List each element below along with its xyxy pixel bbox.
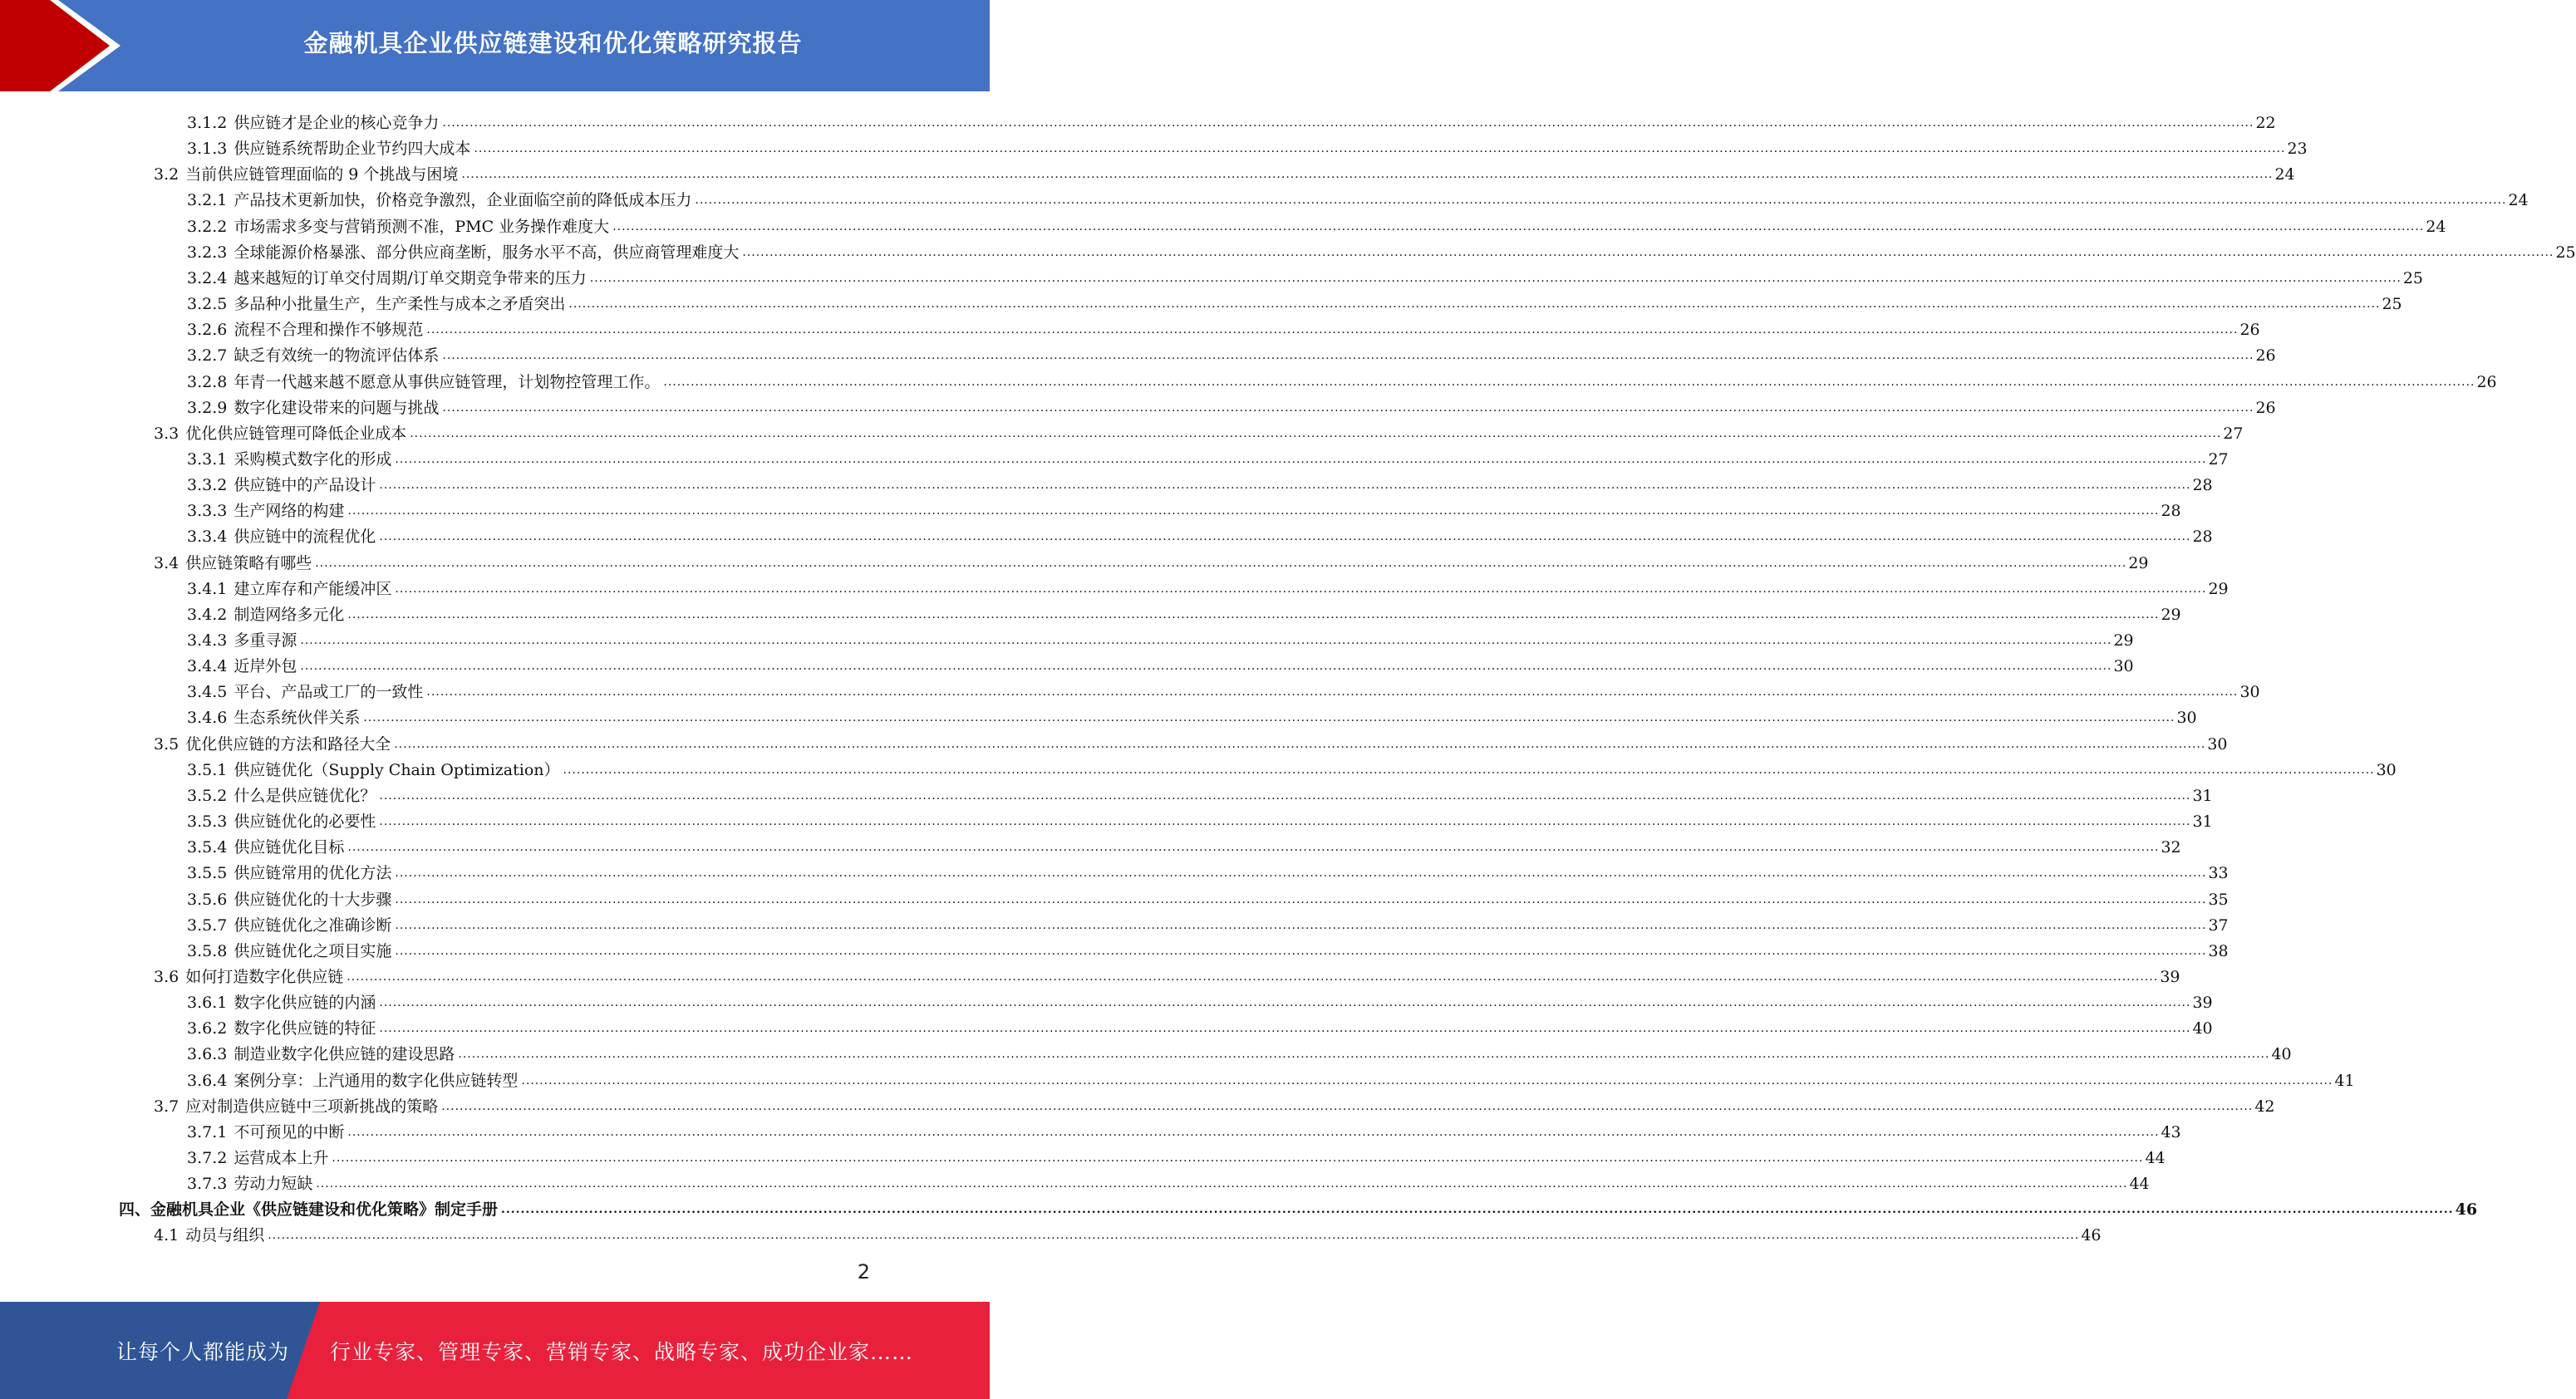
toc-entry-title: 当前供应链管理面临的 9 个挑战与困境 — [185, 165, 459, 184]
toc-entry-title: 不可预见的中断 — [234, 1122, 345, 1141]
toc-entry-number: 3.7.3 — [187, 1175, 228, 1194]
toc-leader-dots: ................................................................................................................................................................................................................................................................................................................................................................................................................ — [395, 892, 2207, 906]
toc-leader-dots: ................................................................................................................................................................................................................................................................................................................................................................................................................ — [300, 634, 2112, 647]
toc-leader-dots: ................................................................................................................................................................................................................................................................................................................................................................................................................ — [363, 711, 2175, 725]
toc-leader-dots: ................................................................................................................................................................................................................................................................................................................................................................................................................ — [347, 1125, 2160, 1139]
toc-entry-number: 3.5.2 — [187, 786, 228, 805]
toc-entry-title: 平台、产品或工厂的一致性 — [234, 683, 424, 702]
toc-leader-dots: ................................................................................................................................................................................................................................................................................................................................................................................................................ — [347, 841, 2160, 855]
toc-entry-number: 3.3.3 — [187, 502, 228, 521]
toc-entry-number: 3.5.8 — [187, 941, 228, 960]
toc-entry-page: 46 — [2455, 1200, 2478, 1220]
toc-entry-title: 全球能源价格暴涨、部分供应商垄断，服务水平不高，供应商管理难度大 — [234, 243, 740, 262]
toc-entry-number: 3.7.2 — [187, 1149, 228, 1167]
toc-entry[interactable] — [0, 339, 2276, 366]
toc-entry-number: 3.7.1 — [187, 1122, 228, 1141]
toc-leader-dots: ................................................................................................................................................................................................................................................................................................................................................................................................................ — [300, 660, 2112, 674]
toc-leader-dots: ................................................................................................................................................................................................................................................................................................................................................................................................................ — [442, 116, 2254, 130]
toc-entry[interactable] — [0, 184, 2529, 210]
toc-entry-page: 25 — [2402, 268, 2424, 287]
toc-entry-title: 供应链中的产品设计 — [234, 476, 376, 495]
toc-entry[interactable] — [0, 753, 2397, 779]
toc-entry[interactable] — [0, 313, 2260, 340]
toc-entry-title: 数字化建设带来的问题与挑战 — [234, 398, 440, 417]
toc-entry[interactable] — [0, 1038, 2292, 1064]
toc-entry-number: 3.3 — [154, 424, 179, 443]
toc-entry-title: 优化供应链管理可降低企业成本 — [185, 424, 407, 443]
toc-entry-page: 29 — [2161, 605, 2181, 624]
toc-leader-dots: ................................................................................................................................................................................................................................................................................................................................................................................................................ — [426, 685, 2239, 700]
toc-entry-title: 产品技术更新加快，价格竞争激烈，企业面临空前的降低成本压力 — [234, 191, 692, 210]
toc-leader-dots: ................................................................................................................................................................................................................................................................................................................................................................................................................ — [589, 271, 2401, 285]
toc-entry-title: 采购模式数字化的形成 — [234, 449, 392, 469]
toc-entry-title: 生态系统伙伴关系 — [234, 709, 361, 728]
toc-entry[interactable] — [0, 391, 2276, 417]
toc-entry-title: 缺乏有效统一的物流评估体系 — [234, 346, 440, 366]
toc-leader-dots: ................................................................................................................................................................................................................................................................................................................................................................................................................ — [695, 194, 2507, 208]
toc-leader-dots: ................................................................................................................................................................................................................................................................................................................................................................................................................ — [395, 918, 2207, 932]
toc-entry-number: 3.3.1 — [187, 449, 228, 469]
toc-leader-dots: ................................................................................................................................................................................................................................................................................................................................................................................................................ — [663, 375, 2475, 389]
toc-entry-number: 3.6.4 — [187, 1071, 228, 1090]
toc-entry-page: 30 — [2113, 657, 2134, 676]
toc-leader-dots: ................................................................................................................................................................................................................................................................................................................................................................................................................ — [347, 607, 2160, 621]
toc-entry-page: 26 — [2476, 372, 2497, 391]
toc-leader-dots: ................................................................................................................................................................................................................................................................................................................................................................................................................ — [742, 245, 2554, 259]
toc-entry-number: 3.2.4 — [187, 268, 228, 287]
toc-entry-title: 应对制造供应链中三项新挑战的策略 — [185, 1097, 439, 1116]
toc-leader-dots: ................................................................................................................................................................................................................................................................................................................................................................................................................ — [426, 323, 2239, 337]
footer-slogan-right: 行业专家、管理专家、营销专家、战略专家、成功企业家…… — [330, 1339, 914, 1364]
toc-entry-page: 24 — [2508, 191, 2529, 210]
toc-entry[interactable] — [0, 469, 2213, 495]
toc-entry[interactable] — [0, 1012, 2213, 1038]
toc-entry-page: 24 — [2426, 217, 2446, 236]
toc-entry-number: 3.4.6 — [187, 709, 228, 728]
toc-entry-title: 什么是供应链优化？ — [234, 786, 376, 805]
toc-entry-number: 3.2 — [154, 165, 179, 184]
toc-entry[interactable] — [0, 158, 2295, 184]
toc-entry-page: 37 — [2208, 915, 2229, 935]
toc-leader-dots: ................................................................................................................................................................................................................................................................................................................................................................................................................ — [379, 815, 2191, 829]
toc-entry-page: 43 — [2161, 1122, 2181, 1141]
toc-entry-number: 3.4.4 — [187, 657, 228, 676]
toc-entry-page: 46 — [2081, 1226, 2102, 1245]
toc-leader-dots: ................................................................................................................................................................................................................................................................................................................................................................................................................ — [379, 996, 2191, 1010]
toc-leader-dots: ................................................................................................................................................................................................................................................................................................................................................................................................................ — [394, 737, 2206, 751]
toc-entry-title: 越来越短的订单交付周期/订单交期竞争带来的压力 — [234, 268, 587, 287]
toc-leader-dots: ................................................................................................................................................................................................................................................................................................................................................................................................................ — [316, 1177, 2128, 1191]
toc-entry-page: 30 — [2376, 760, 2397, 779]
toc-entry-page: 27 — [2223, 424, 2244, 443]
toc-leader-dots: ................................................................................................................................................................................................................................................................................................................................................................................................................ — [395, 582, 2207, 596]
toc-entry-number: 3.4.2 — [187, 605, 228, 624]
toc-entry-number: 3.6.2 — [187, 1019, 228, 1038]
toc-entry-page: 26 — [2239, 321, 2260, 340]
toc-entry[interactable] — [0, 366, 2497, 391]
toc-leader-dots: ................................................................................................................................................................................................................................................................................................................................................................................................................ — [395, 452, 2207, 466]
toc-entry-number: 3.2.6 — [187, 321, 228, 340]
toc-entry[interactable] — [0, 701, 2197, 728]
toc-entry-title: 如何打造数字化供应链 — [185, 967, 344, 986]
toc-entry-title: 供应链优化（Supply Chain Optimization） — [234, 760, 560, 779]
toc-entry-number: 3.6 — [154, 967, 179, 986]
toc-leader-dots: ................................................................................................................................................................................................................................................................................................................................................................................................................ — [563, 763, 2375, 777]
toc-entry-title: 案例分享：上汽通用的数字化供应链转型 — [234, 1071, 519, 1090]
toc-entry[interactable] — [0, 1167, 2150, 1194]
toc-entry-page: 38 — [2208, 941, 2229, 960]
toc-entry-page: 29 — [2113, 631, 2134, 650]
toc-leader-dots: ................................................................................................................................................................................................................................................................................................................................................................................................................ — [442, 349, 2254, 363]
toc-entry[interactable] — [0, 494, 2181, 521]
toc-entry-number: 3.1.2 — [187, 114, 228, 132]
toc-entry-page: 44 — [2145, 1149, 2166, 1167]
toc-entry[interactable] — [0, 598, 2181, 624]
toc-leader-dots: ................................................................................................................................................................................................................................................................................................................................................................................................................ — [332, 1151, 2144, 1165]
toc-leader-dots: ................................................................................................................................................................................................................................................................................................................................................................................................................ — [347, 504, 2160, 518]
toc-entry-title: 市场需求多变与营销预测不准，PMC 业务操作难度大 — [234, 217, 610, 236]
toc-leader-dots: ................................................................................................................................................................................................................................................................................................................................................................................................................ — [568, 297, 2381, 312]
toc-entry-title: 劳动力短缺 — [234, 1175, 313, 1194]
toc-entry-number: 3.2.3 — [187, 243, 228, 262]
toc-entry-number: 3.5.7 — [187, 915, 228, 935]
toc-entry-page: 40 — [2192, 1019, 2213, 1038]
toc-entry[interactable] — [0, 1064, 2355, 1090]
toc-entry-title: 制造网络多元化 — [234, 605, 345, 624]
toc-entry[interactable] — [0, 675, 2260, 702]
toc-leader-dots: ................................................................................................................................................................................................................................................................................................................................................................................................................ — [395, 944, 2207, 958]
toc-entry[interactable] — [0, 520, 2213, 547]
toc-entry-page: 42 — [2254, 1097, 2275, 1116]
page-footer — [0, 1302, 990, 1399]
toc-entry-page: 24 — [2274, 165, 2295, 184]
toc-entry-number: 3.4.5 — [187, 683, 228, 702]
toc-entry-page: 23 — [2287, 140, 2308, 159]
toc-entry-page: 41 — [2334, 1071, 2355, 1090]
toc-entry-title: 运营成本上升 — [234, 1149, 329, 1167]
toc-entry-title: 供应链优化之准确诊断 — [234, 915, 392, 935]
toc-entry[interactable] — [0, 1116, 2181, 1141]
toc-entry-number: 3.5.6 — [187, 890, 228, 909]
toc-entry-page: 30 — [2239, 683, 2260, 702]
toc-entry-page: 31 — [2192, 812, 2213, 832]
toc-leader-dots: ................................................................................................................................................................................................................................................................................................................................................................................................................ — [395, 866, 2207, 881]
toc-entry-number: 3.3.4 — [187, 528, 228, 547]
toc-entry-number: 3.5.1 — [187, 760, 228, 779]
toc-entry-page: 27 — [2208, 449, 2229, 469]
toc-entry-page: 35 — [2208, 890, 2229, 909]
toc-entry-title: 供应链策略有哪些 — [185, 553, 312, 572]
toc-entry-title: 多重寻源 — [234, 631, 297, 650]
toc-entry[interactable] — [0, 960, 2180, 986]
toc-entry-page: 28 — [2192, 528, 2213, 547]
toc-entry-page: 28 — [2161, 502, 2181, 521]
toc-entry-title: 供应链系统帮助企业节约四大成本 — [234, 140, 471, 159]
toc-entry-title: 供应链常用的优化方法 — [234, 864, 392, 883]
toc-entry-title: 动员与组织 — [185, 1226, 265, 1245]
toc-leader-dots: ................................................................................................................................................................................................................................................................................................................................................................................................................ — [521, 1073, 2333, 1087]
toc-entry-title: 数字化供应链的内涵 — [234, 994, 376, 1013]
toc-entry[interactable] — [0, 624, 2134, 650]
toc-entry[interactable] — [0, 831, 2181, 857]
toc-entry-page: 30 — [2176, 709, 2197, 728]
toc-entry-page: 39 — [2160, 967, 2180, 986]
toc-entry-page: 29 — [2128, 553, 2149, 572]
toc-entry-title: 供应链优化目标 — [234, 838, 345, 857]
toc-entry-page: 26 — [2255, 398, 2276, 417]
page-number: 2 — [857, 1260, 870, 1284]
toc-entry[interactable] — [0, 106, 2276, 132]
toc-leader-dots: ................................................................................................................................................................................................................................................................................................................................................................................................................ — [458, 1048, 2270, 1062]
document-title: 金融机具企业供应链建设和优化策略研究报告 — [303, 28, 803, 57]
toc-entry[interactable] — [0, 1219, 2102, 1245]
toc-entry-page: 25 — [2382, 295, 2402, 314]
toc-leader-dots: ................................................................................................................................................................................................................................................................................................................................................................................................................ — [501, 1203, 2454, 1217]
toc-entry[interactable] — [0, 262, 2424, 287]
toc-entry-title: 金融机具企业《供应链建设和优化策略》制定手册 — [150, 1200, 499, 1220]
toc-entry-number: 3.2.9 — [187, 398, 228, 417]
toc-entry-title: 多品种小批量生产，生产柔性与成本之矛盾突出 — [234, 295, 566, 314]
toc-entry-number: 3.4 — [154, 553, 179, 572]
toc-entry[interactable] — [0, 986, 2213, 1013]
toc-entry-number: 3.2.5 — [187, 295, 228, 314]
toc-entry-title: 建立库存和产能缓冲区 — [234, 579, 392, 598]
toc-entry[interactable] — [0, 287, 2402, 314]
toc-leader-dots: ................................................................................................................................................................................................................................................................................................................................................................................................................ — [461, 168, 2274, 182]
toc-leader-dots: ................................................................................................................................................................................................................................................................................................................................................................................................................ — [410, 426, 2222, 440]
toc-entry-number: 3.5 — [154, 734, 179, 753]
toc-entry-number: 3.5.4 — [187, 838, 228, 857]
toc-leader-dots: ................................................................................................................................................................................................................................................................................................................................................................................................................ — [379, 479, 2191, 493]
toc-entry[interactable] — [0, 1141, 2166, 1167]
toc-entry-title: 数字化供应链的特征 — [234, 1019, 376, 1038]
toc-entry[interactable] — [0, 236, 2576, 262]
toc-leader-dots: ................................................................................................................................................................................................................................................................................................................................................................................................................ — [268, 1229, 2080, 1243]
toc-entry-title: 年青一代越来越不愿意从事供应链管理，计划物控管理工作。 — [234, 372, 661, 391]
toc-entry[interactable] — [0, 779, 2213, 805]
page-header — [0, 0, 990, 91]
toc-entry[interactable] — [0, 935, 2229, 960]
toc-entry-title: 供应链优化之项目实施 — [234, 941, 392, 960]
toc-entry-number: 3.1.3 — [187, 140, 228, 159]
toc-entry-number: 3.4.1 — [187, 579, 228, 598]
toc-entry-page: 29 — [2208, 579, 2229, 598]
toc-entry-page: 25 — [2555, 243, 2576, 262]
toc-entry-title: 生产网络的构建 — [234, 502, 345, 521]
toc-entry[interactable] — [0, 650, 2134, 676]
toc-entry[interactable] — [0, 547, 2149, 572]
toc-leader-dots: ................................................................................................................................................................................................................................................................................................................................................................................................................ — [379, 1022, 2191, 1036]
toc-entry-page: 39 — [2192, 994, 2213, 1013]
toc-entry-number: 4.1 — [154, 1226, 179, 1245]
toc-entry-number: 3.3.2 — [187, 476, 228, 495]
toc-entry-number: 四、 — [119, 1200, 151, 1220]
toc-entry[interactable] — [0, 909, 2229, 935]
toc-leader-dots: ................................................................................................................................................................................................................................................................................................................................................................................................................ — [315, 556, 2127, 570]
toc-entry[interactable] — [0, 210, 2446, 236]
toc-entry-number: 3.7 — [154, 1097, 179, 1116]
toc-entry[interactable] — [0, 857, 2229, 883]
header-chevron-icon — [0, 0, 125, 91]
toc-leader-dots: ................................................................................................................................................................................................................................................................................................................................................................................................................ — [347, 969, 2159, 984]
toc-entry-number: 3.2.2 — [187, 217, 228, 236]
toc-entry-page: 31 — [2192, 786, 2213, 805]
toc-entry[interactable] — [0, 1193, 2478, 1220]
toc-leader-dots: ................................................................................................................................................................................................................................................................................................................................................................................................................ — [474, 142, 2286, 156]
toc-entry-page: 33 — [2208, 864, 2229, 883]
toc-entry-number: 3.2.8 — [187, 372, 228, 391]
toc-entry-title: 供应链优化的必要性 — [234, 812, 376, 832]
toc-entry-title: 优化供应链的方法和路径大全 — [185, 734, 391, 753]
toc-entry-number: 3.4.3 — [187, 631, 228, 650]
toc-entry-number: 3.2.7 — [187, 346, 228, 366]
toc-entry-number: 3.6.1 — [187, 994, 228, 1013]
toc-entry-page: 40 — [2271, 1045, 2292, 1064]
toc-entry-page: 30 — [2207, 734, 2228, 753]
toc-entry-page: 28 — [2192, 476, 2213, 495]
toc-entry-page: 32 — [2161, 838, 2181, 857]
toc-entry-title: 制造业数字化供应链的建设思路 — [234, 1045, 455, 1064]
toc-entry-page: 44 — [2129, 1175, 2150, 1194]
toc-entry[interactable] — [0, 443, 2229, 469]
toc-entry-page: 26 — [2255, 346, 2276, 366]
toc-entry-number: 3.5.5 — [187, 864, 228, 883]
toc-entry-title: 供应链优化的十大步骤 — [234, 890, 392, 909]
toc-entry-title: 流程不合理和操作不够规范 — [234, 321, 424, 340]
toc-entry-number: 3.6.3 — [187, 1045, 228, 1064]
toc-leader-dots: ................................................................................................................................................................................................................................................................................................................................................................................................................ — [379, 788, 2191, 803]
toc-entry[interactable] — [0, 728, 2228, 753]
toc-entry-number: 3.2.1 — [187, 191, 228, 210]
toc-entry-title: 供应链才是企业的核心竞争力 — [234, 114, 440, 132]
toc-entry-title: 近岸外包 — [234, 657, 297, 676]
toc-entry[interactable] — [0, 805, 2213, 832]
toc-leader-dots: ................................................................................................................................................................................................................................................................................................................................................................................................................ — [441, 1099, 2254, 1113]
toc-entry[interactable] — [0, 1090, 2275, 1116]
toc-entry[interactable] — [0, 417, 2244, 443]
toc-entry[interactable] — [0, 132, 2308, 159]
footer-slogan-left: 让每个人都能成为 — [116, 1339, 290, 1364]
toc-entry-page: 22 — [2255, 114, 2276, 132]
toc-leader-dots: ................................................................................................................................................................................................................................................................................................................................................................................................................ — [379, 530, 2191, 544]
toc-entry-number: 3.5.3 — [187, 812, 228, 832]
toc-entry[interactable] — [0, 572, 2229, 598]
toc-leader-dots: ................................................................................................................................................................................................................................................................................................................................................................................................................ — [612, 219, 2425, 233]
toc-entry[interactable] — [0, 883, 2229, 909]
toc-leader-dots: ................................................................................................................................................................................................................................................................................................................................................................................................................ — [442, 400, 2254, 415]
toc-entry-title: 供应链中的流程优化 — [234, 528, 376, 547]
